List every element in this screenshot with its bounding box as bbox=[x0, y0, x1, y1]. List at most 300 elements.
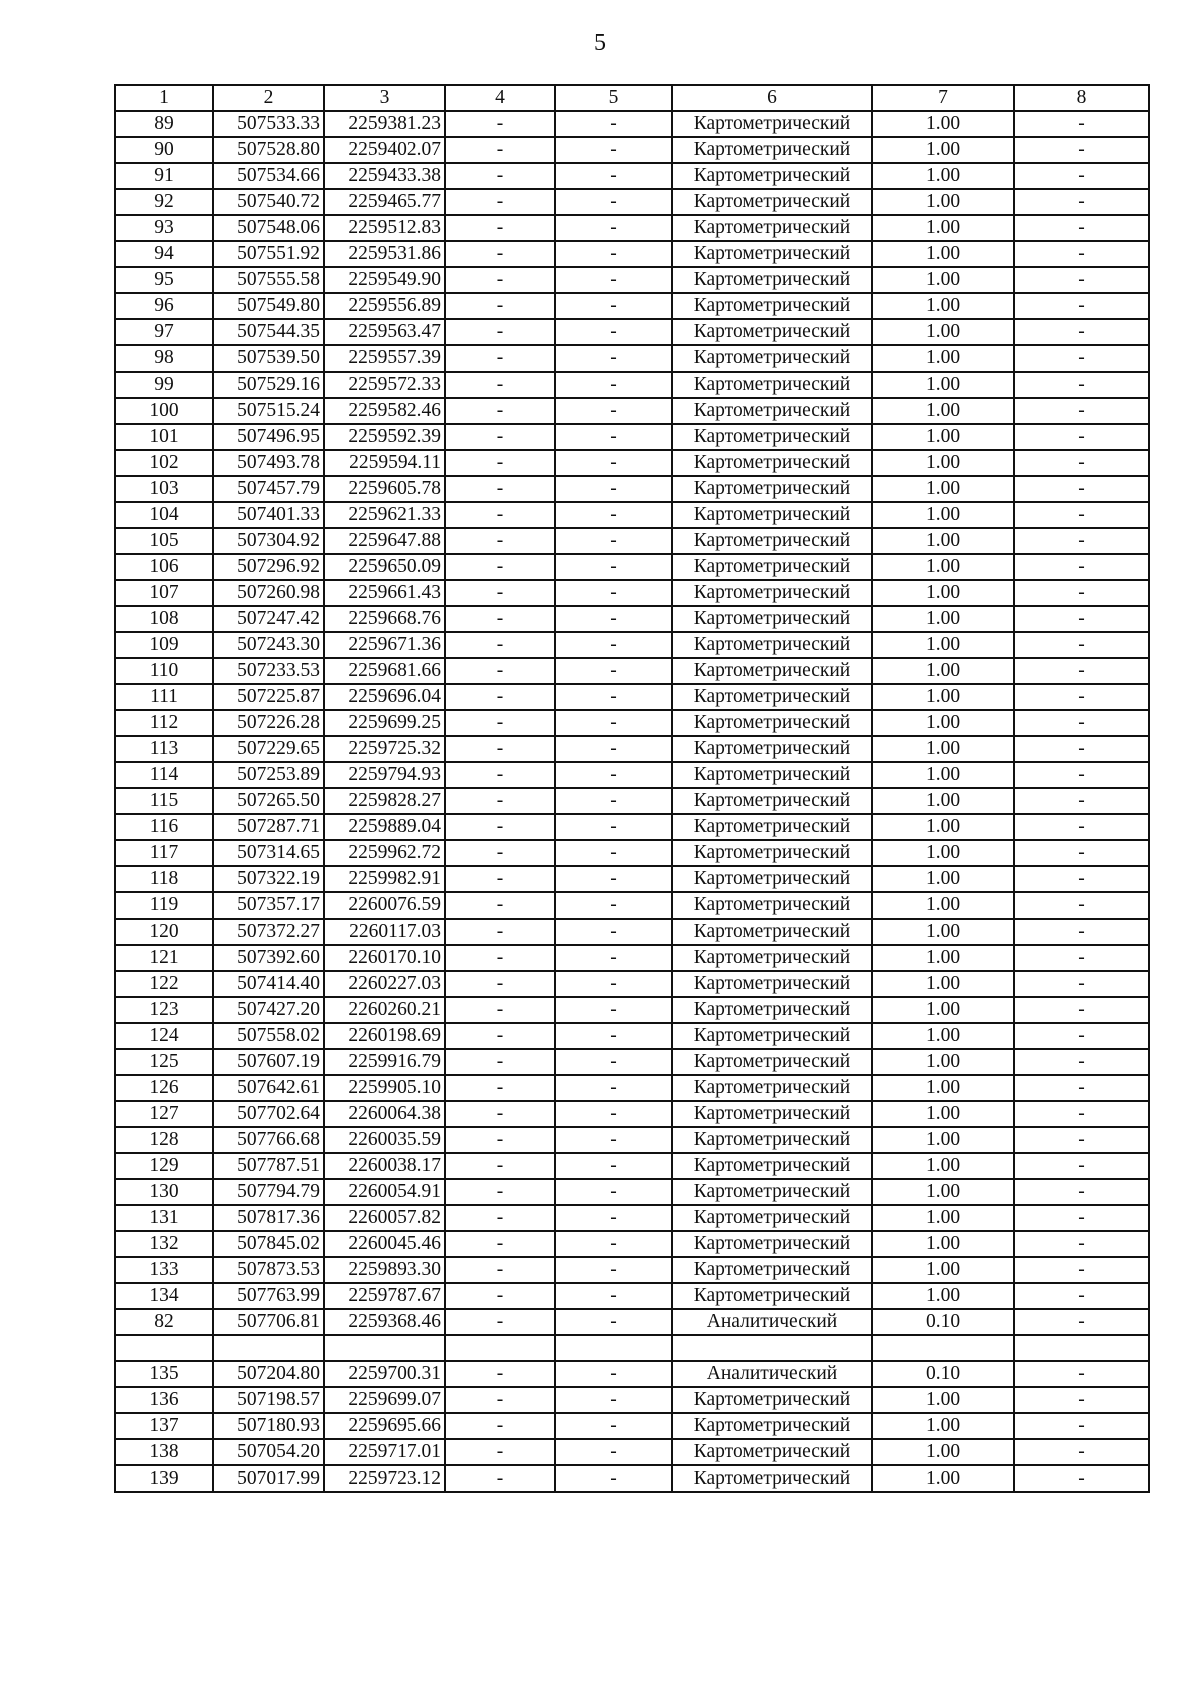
col4-cell: - bbox=[445, 554, 555, 580]
col4-cell: - bbox=[445, 866, 555, 892]
table-row bbox=[115, 241, 1149, 267]
col4-cell: - bbox=[445, 528, 555, 554]
point-number-cell: 91 bbox=[115, 163, 213, 189]
accuracy-cell: 1.00 bbox=[872, 293, 1014, 319]
col8-cell: - bbox=[1014, 398, 1149, 424]
col5-cell: - bbox=[555, 919, 672, 945]
col8-cell: - bbox=[1014, 971, 1149, 997]
table-row bbox=[115, 710, 1149, 736]
col4-cell: - bbox=[445, 814, 555, 840]
col5-cell: - bbox=[555, 892, 672, 918]
point-number-cell: 98 bbox=[115, 345, 213, 371]
col8-cell: - bbox=[1014, 189, 1149, 215]
col5-cell: - bbox=[555, 398, 672, 424]
point-number-cell: 93 bbox=[115, 215, 213, 241]
col5-cell: - bbox=[555, 1257, 672, 1283]
point-number-cell: 139 bbox=[115, 1465, 213, 1491]
method-cell: Картометрический bbox=[672, 1127, 872, 1153]
accuracy-cell: 1.00 bbox=[872, 1283, 1014, 1309]
accuracy-cell: 1.00 bbox=[872, 137, 1014, 163]
x-coordinate-cell: 507873.53 bbox=[213, 1257, 324, 1283]
col8-cell: - bbox=[1014, 163, 1149, 189]
x-coordinate-cell: 507496.95 bbox=[213, 424, 324, 450]
col5-cell: - bbox=[555, 1179, 672, 1205]
x-coordinate-cell: 507017.99 bbox=[213, 1465, 324, 1491]
col4-cell: - bbox=[445, 945, 555, 971]
accuracy-cell: 1.00 bbox=[872, 1101, 1014, 1127]
x-coordinate-cell: 507414.40 bbox=[213, 971, 324, 997]
accuracy-cell: 1.00 bbox=[872, 997, 1014, 1023]
col8-cell: - bbox=[1014, 1439, 1149, 1465]
col8-cell: - bbox=[1014, 1049, 1149, 1075]
table-body bbox=[115, 111, 1149, 1491]
point-number-cell: 108 bbox=[115, 606, 213, 632]
accuracy-cell: 1.00 bbox=[872, 554, 1014, 580]
accuracy-cell: 1.00 bbox=[872, 450, 1014, 476]
table-row bbox=[115, 1101, 1149, 1127]
table-row bbox=[115, 1257, 1149, 1283]
table-row bbox=[115, 189, 1149, 215]
point-number-cell: 102 bbox=[115, 450, 213, 476]
col5-cell: - bbox=[555, 215, 672, 241]
col8-cell: - bbox=[1014, 1361, 1149, 1387]
col4-cell: - bbox=[445, 476, 555, 502]
col8-cell: - bbox=[1014, 111, 1149, 137]
accuracy-cell: 1.00 bbox=[872, 1231, 1014, 1257]
x-coordinate-cell: 507766.68 bbox=[213, 1127, 324, 1153]
y-coordinate-cell: 2260064.38 bbox=[324, 1101, 445, 1127]
point-number-cell: 119 bbox=[115, 892, 213, 918]
col4-cell: - bbox=[445, 919, 555, 945]
col4-cell: - bbox=[445, 788, 555, 814]
method-cell: Картометрический bbox=[672, 398, 872, 424]
point-number-cell: 138 bbox=[115, 1439, 213, 1465]
point-number-cell: 90 bbox=[115, 137, 213, 163]
y-coordinate-cell: 2259700.31 bbox=[324, 1361, 445, 1387]
col5-cell: - bbox=[555, 632, 672, 658]
y-coordinate-cell: 2259889.04 bbox=[324, 814, 445, 840]
x-coordinate-cell: 507528.80 bbox=[213, 137, 324, 163]
table-header-row bbox=[115, 85, 1149, 111]
accuracy-cell: 1.00 bbox=[872, 1179, 1014, 1205]
accuracy-cell: 1.00 bbox=[872, 1257, 1014, 1283]
y-coordinate-cell: 2259647.88 bbox=[324, 528, 445, 554]
point-number-cell: 111 bbox=[115, 684, 213, 710]
col5-cell: - bbox=[555, 267, 672, 293]
accuracy-cell: 1.00 bbox=[872, 215, 1014, 241]
col4-cell: - bbox=[445, 1361, 555, 1387]
col4-cell: - bbox=[445, 1049, 555, 1075]
table-row bbox=[115, 840, 1149, 866]
col8-cell: - bbox=[1014, 554, 1149, 580]
x-coordinate-cell: 507357.17 bbox=[213, 892, 324, 918]
method-cell: Картометрический bbox=[672, 866, 872, 892]
point-number-cell: 97 bbox=[115, 319, 213, 345]
col8-cell: - bbox=[1014, 528, 1149, 554]
col4-cell: - bbox=[445, 840, 555, 866]
x-coordinate-cell: 507314.65 bbox=[213, 840, 324, 866]
col8-cell: - bbox=[1014, 710, 1149, 736]
col8-cell: - bbox=[1014, 788, 1149, 814]
method-cell: Картометрический bbox=[672, 345, 872, 371]
y-coordinate-cell: 2259671.36 bbox=[324, 632, 445, 658]
y-coordinate-cell: 2259563.47 bbox=[324, 319, 445, 345]
col5-cell bbox=[555, 1335, 672, 1361]
table-row bbox=[115, 163, 1149, 189]
y-coordinate-cell: 2259465.77 bbox=[324, 189, 445, 215]
point-number-cell: 99 bbox=[115, 372, 213, 398]
y-coordinate-cell: 2259699.07 bbox=[324, 1387, 445, 1413]
y-coordinate-cell: 2259592.39 bbox=[324, 424, 445, 450]
x-coordinate-cell: 507787.51 bbox=[213, 1153, 324, 1179]
y-coordinate-cell: 2259717.01 bbox=[324, 1439, 445, 1465]
accuracy-cell: 1.00 bbox=[872, 424, 1014, 450]
x-coordinate-cell: 507642.61 bbox=[213, 1075, 324, 1101]
col8-cell: - bbox=[1014, 1413, 1149, 1439]
method-cell: Картометрический bbox=[672, 267, 872, 293]
method-cell: Картометрический bbox=[672, 945, 872, 971]
table-row bbox=[115, 814, 1149, 840]
page-number: 5 bbox=[594, 30, 606, 56]
table-row bbox=[115, 1075, 1149, 1101]
y-coordinate-cell: 2259668.76 bbox=[324, 606, 445, 632]
col4-cell: - bbox=[445, 398, 555, 424]
y-coordinate-cell: 2260076.59 bbox=[324, 892, 445, 918]
accuracy-cell: 1.00 bbox=[872, 814, 1014, 840]
y-coordinate-cell: 2259650.09 bbox=[324, 554, 445, 580]
col8-cell: - bbox=[1014, 814, 1149, 840]
point-number-cell: 123 bbox=[115, 997, 213, 1023]
col8-cell: - bbox=[1014, 450, 1149, 476]
accuracy-cell: 1.00 bbox=[872, 1413, 1014, 1439]
x-coordinate-cell: 507845.02 bbox=[213, 1231, 324, 1257]
table-row bbox=[115, 1049, 1149, 1075]
y-coordinate-cell: 2259556.89 bbox=[324, 293, 445, 319]
col8-cell: - bbox=[1014, 658, 1149, 684]
point-number-cell: 121 bbox=[115, 945, 213, 971]
col4-cell: - bbox=[445, 502, 555, 528]
col4-cell: - bbox=[445, 1179, 555, 1205]
col4-cell: - bbox=[445, 1023, 555, 1049]
y-coordinate-cell: 2259549.90 bbox=[324, 267, 445, 293]
x-coordinate-cell: 507544.35 bbox=[213, 319, 324, 345]
col4-cell: - bbox=[445, 1465, 555, 1491]
col8-cell: - bbox=[1014, 319, 1149, 345]
y-coordinate-cell: 2260057.82 bbox=[324, 1205, 445, 1231]
method-cell: Картометрический bbox=[672, 528, 872, 554]
col8-cell: - bbox=[1014, 997, 1149, 1023]
col8-cell: - bbox=[1014, 736, 1149, 762]
table-row bbox=[115, 736, 1149, 762]
col8-cell: - bbox=[1014, 606, 1149, 632]
y-coordinate-cell: 2259572.33 bbox=[324, 372, 445, 398]
point-number-cell: 114 bbox=[115, 762, 213, 788]
table-row bbox=[115, 1439, 1149, 1465]
point-number-cell: 104 bbox=[115, 502, 213, 528]
accuracy-cell: 1.00 bbox=[872, 866, 1014, 892]
col8-cell: - bbox=[1014, 241, 1149, 267]
col4-cell: - bbox=[445, 736, 555, 762]
point-number-cell: 117 bbox=[115, 840, 213, 866]
method-cell: Картометрический bbox=[672, 1413, 872, 1439]
col8-cell: - bbox=[1014, 424, 1149, 450]
method-cell: Картометрический bbox=[672, 997, 872, 1023]
table-row bbox=[115, 997, 1149, 1023]
method-cell: Картометрический bbox=[672, 736, 872, 762]
col5-cell: - bbox=[555, 111, 672, 137]
table-row bbox=[115, 658, 1149, 684]
table-row bbox=[115, 319, 1149, 345]
point-number-cell: 118 bbox=[115, 866, 213, 892]
table-row bbox=[115, 919, 1149, 945]
point-number-cell: 128 bbox=[115, 1127, 213, 1153]
col4-cell: - bbox=[445, 580, 555, 606]
method-cell: Картометрический bbox=[672, 424, 872, 450]
method-cell: Картометрический bbox=[672, 1049, 872, 1075]
method-cell bbox=[672, 1335, 872, 1361]
method-cell: Картометрический bbox=[672, 1023, 872, 1049]
col5-cell: - bbox=[555, 554, 672, 580]
method-cell: Картометрический bbox=[672, 840, 872, 866]
point-number-cell: 136 bbox=[115, 1387, 213, 1413]
col5-cell: - bbox=[555, 319, 672, 345]
y-coordinate-cell: 2260045.46 bbox=[324, 1231, 445, 1257]
table-row bbox=[115, 632, 1149, 658]
col4-cell: - bbox=[445, 111, 555, 137]
col5-cell: - bbox=[555, 424, 672, 450]
table-row bbox=[115, 606, 1149, 632]
col5-cell: - bbox=[555, 1049, 672, 1075]
col5-cell: - bbox=[555, 1075, 672, 1101]
col4-cell: - bbox=[445, 319, 555, 345]
accuracy-cell: 1.00 bbox=[872, 606, 1014, 632]
method-cell: Картометрический bbox=[672, 293, 872, 319]
col8-cell: - bbox=[1014, 1101, 1149, 1127]
x-coordinate-cell: 507243.30 bbox=[213, 632, 324, 658]
col4-cell: - bbox=[445, 1153, 555, 1179]
accuracy-cell: 1.00 bbox=[872, 189, 1014, 215]
col8-cell: - bbox=[1014, 1309, 1149, 1335]
table-row bbox=[115, 1205, 1149, 1231]
x-coordinate-cell: 507204.80 bbox=[213, 1361, 324, 1387]
table-row bbox=[115, 1023, 1149, 1049]
accuracy-cell: 1.00 bbox=[872, 398, 1014, 424]
table-row bbox=[115, 424, 1149, 450]
y-coordinate-cell: 2259661.43 bbox=[324, 580, 445, 606]
point-number-cell: 131 bbox=[115, 1205, 213, 1231]
x-coordinate-cell: 507540.72 bbox=[213, 189, 324, 215]
col5-cell: - bbox=[555, 1361, 672, 1387]
accuracy-cell: 1.00 bbox=[872, 502, 1014, 528]
method-cell: Картометрический bbox=[672, 163, 872, 189]
method-cell: Картометрический bbox=[672, 189, 872, 215]
point-number-cell: 112 bbox=[115, 710, 213, 736]
method-cell: Картометрический bbox=[672, 606, 872, 632]
table-row bbox=[115, 215, 1149, 241]
accuracy-cell: 1.00 bbox=[872, 319, 1014, 345]
method-cell: Аналитический bbox=[672, 1309, 872, 1335]
col5-cell: - bbox=[555, 945, 672, 971]
col4-cell: - bbox=[445, 1439, 555, 1465]
accuracy-cell: 1.00 bbox=[872, 1439, 1014, 1465]
x-coordinate-cell: 507515.24 bbox=[213, 398, 324, 424]
col4-cell: - bbox=[445, 424, 555, 450]
x-coordinate-cell: 507229.65 bbox=[213, 736, 324, 762]
method-cell: Картометрический bbox=[672, 1179, 872, 1205]
y-coordinate-cell: 2259433.38 bbox=[324, 163, 445, 189]
col5-cell: - bbox=[555, 814, 672, 840]
col8-cell: - bbox=[1014, 684, 1149, 710]
x-coordinate-cell: 507539.50 bbox=[213, 345, 324, 371]
col8-cell: - bbox=[1014, 762, 1149, 788]
table-row bbox=[115, 945, 1149, 971]
y-coordinate-cell: 2259828.27 bbox=[324, 788, 445, 814]
method-cell: Картометрический bbox=[672, 762, 872, 788]
col8-cell: - bbox=[1014, 1075, 1149, 1101]
point-number-cell: 135 bbox=[115, 1361, 213, 1387]
col8-cell: - bbox=[1014, 267, 1149, 293]
table-row bbox=[115, 892, 1149, 918]
y-coordinate-cell: 2260054.91 bbox=[324, 1179, 445, 1205]
y-coordinate-cell: 2259962.72 bbox=[324, 840, 445, 866]
col5-cell: - bbox=[555, 736, 672, 762]
col4-cell: - bbox=[445, 241, 555, 267]
table-row bbox=[115, 1335, 1149, 1361]
col5-cell: - bbox=[555, 658, 672, 684]
x-coordinate-cell: 507322.19 bbox=[213, 866, 324, 892]
col4-cell: - bbox=[445, 215, 555, 241]
col8-cell: - bbox=[1014, 345, 1149, 371]
col8-cell: - bbox=[1014, 502, 1149, 528]
col8-cell: - bbox=[1014, 1387, 1149, 1413]
y-coordinate-cell: 2259531.86 bbox=[324, 241, 445, 267]
col8-cell: - bbox=[1014, 1023, 1149, 1049]
col5-cell: - bbox=[555, 1465, 672, 1491]
table-row bbox=[115, 580, 1149, 606]
header-cell: 5 bbox=[555, 85, 672, 111]
accuracy-cell: 1.00 bbox=[872, 945, 1014, 971]
accuracy-cell: 1.00 bbox=[872, 528, 1014, 554]
accuracy-cell: 1.00 bbox=[872, 736, 1014, 762]
x-coordinate-cell: 507265.50 bbox=[213, 788, 324, 814]
accuracy-cell: 1.00 bbox=[872, 919, 1014, 945]
point-number-cell: 96 bbox=[115, 293, 213, 319]
method-cell: Картометрический bbox=[672, 476, 872, 502]
y-coordinate-cell bbox=[324, 1335, 445, 1361]
y-coordinate-cell: 2259557.39 bbox=[324, 345, 445, 371]
accuracy-cell: 1.00 bbox=[872, 788, 1014, 814]
col4-cell: - bbox=[445, 1413, 555, 1439]
col5-cell: - bbox=[555, 1205, 672, 1231]
x-coordinate-cell: 507534.66 bbox=[213, 163, 324, 189]
col4-cell: - bbox=[445, 372, 555, 398]
col8-cell: - bbox=[1014, 1153, 1149, 1179]
method-cell: Картометрический bbox=[672, 215, 872, 241]
y-coordinate-cell: 2260038.17 bbox=[324, 1153, 445, 1179]
table-row bbox=[115, 1413, 1149, 1439]
col8-cell bbox=[1014, 1335, 1149, 1361]
col5-cell: - bbox=[555, 1101, 672, 1127]
x-coordinate-cell: 507401.33 bbox=[213, 502, 324, 528]
col8-cell: - bbox=[1014, 866, 1149, 892]
col5-cell: - bbox=[555, 762, 672, 788]
accuracy-cell: 1.00 bbox=[872, 1153, 1014, 1179]
method-cell: Картометрический bbox=[672, 372, 872, 398]
col4-cell: - bbox=[445, 1283, 555, 1309]
col4-cell bbox=[445, 1335, 555, 1361]
point-number-cell: 126 bbox=[115, 1075, 213, 1101]
method-cell: Картометрический bbox=[672, 658, 872, 684]
col5-cell: - bbox=[555, 1387, 672, 1413]
method-cell: Аналитический bbox=[672, 1361, 872, 1387]
col8-cell: - bbox=[1014, 1127, 1149, 1153]
header-cell: 4 bbox=[445, 85, 555, 111]
accuracy-cell: 1.00 bbox=[872, 345, 1014, 371]
y-coordinate-cell: 2259605.78 bbox=[324, 476, 445, 502]
point-number-cell: 95 bbox=[115, 267, 213, 293]
table-row bbox=[115, 293, 1149, 319]
accuracy-cell: 1.00 bbox=[872, 111, 1014, 137]
method-cell: Картометрический bbox=[672, 502, 872, 528]
accuracy-cell: 1.00 bbox=[872, 267, 1014, 293]
header-cell: 6 bbox=[672, 85, 872, 111]
col5-cell: - bbox=[555, 450, 672, 476]
y-coordinate-cell: 2259681.66 bbox=[324, 658, 445, 684]
col8-cell: - bbox=[1014, 293, 1149, 319]
x-coordinate-cell: 507548.06 bbox=[213, 215, 324, 241]
method-cell: Картометрический bbox=[672, 319, 872, 345]
accuracy-cell: 0.10 bbox=[872, 1361, 1014, 1387]
y-coordinate-cell: 2259381.23 bbox=[324, 111, 445, 137]
point-number-cell: 120 bbox=[115, 919, 213, 945]
header-cell: 3 bbox=[324, 85, 445, 111]
accuracy-cell: 1.00 bbox=[872, 580, 1014, 606]
method-cell: Картометрический bbox=[672, 788, 872, 814]
x-coordinate-cell: 507457.79 bbox=[213, 476, 324, 502]
point-number-cell: 134 bbox=[115, 1283, 213, 1309]
table-row bbox=[115, 450, 1149, 476]
point-number-cell: 115 bbox=[115, 788, 213, 814]
method-cell: Картометрический bbox=[672, 1101, 872, 1127]
col5-cell: - bbox=[555, 241, 672, 267]
x-coordinate-cell: 507533.33 bbox=[213, 111, 324, 137]
col4-cell: - bbox=[445, 1075, 555, 1101]
point-number-cell: 103 bbox=[115, 476, 213, 502]
col8-cell: - bbox=[1014, 1205, 1149, 1231]
table-row bbox=[115, 1231, 1149, 1257]
col4-cell: - bbox=[445, 971, 555, 997]
coordinates-table bbox=[114, 84, 1150, 1493]
method-cell: Картометрический bbox=[672, 554, 872, 580]
y-coordinate-cell: 2260260.21 bbox=[324, 997, 445, 1023]
x-coordinate-cell bbox=[213, 1335, 324, 1361]
accuracy-cell: 1.00 bbox=[872, 476, 1014, 502]
table-row bbox=[115, 1179, 1149, 1205]
table-row bbox=[115, 554, 1149, 580]
table-row bbox=[115, 528, 1149, 554]
point-number-cell: 105 bbox=[115, 528, 213, 554]
table-row bbox=[115, 398, 1149, 424]
col4-cell: - bbox=[445, 1101, 555, 1127]
col8-cell: - bbox=[1014, 840, 1149, 866]
col8-cell: - bbox=[1014, 632, 1149, 658]
col5-cell: - bbox=[555, 1153, 672, 1179]
method-cell: Картометрический bbox=[672, 1283, 872, 1309]
table-row bbox=[115, 345, 1149, 371]
method-cell: Картометрический bbox=[672, 1257, 872, 1283]
x-coordinate-cell: 507763.99 bbox=[213, 1283, 324, 1309]
y-coordinate-cell: 2259723.12 bbox=[324, 1465, 445, 1491]
